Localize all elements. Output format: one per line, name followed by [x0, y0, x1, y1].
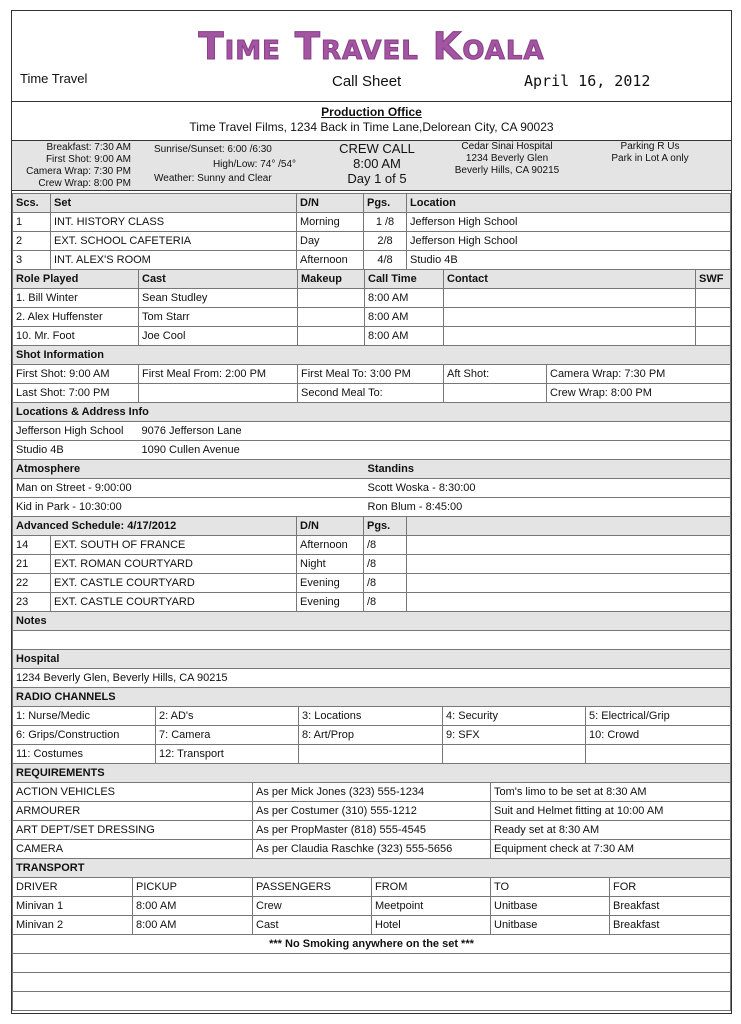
advance-pages: /8 [364, 574, 407, 593]
requirement-contact: As per Mick Jones (323) 555-1234 [253, 783, 491, 802]
atmosphere-item: Man on Street - 9:00:00 [13, 479, 365, 498]
requirements-header: REQUIREMENTS [13, 764, 731, 783]
standins-header: Standins [365, 460, 731, 479]
col-pages: Pgs. [364, 194, 407, 213]
last-shot: Last Shot: 7:00 PM [13, 384, 139, 403]
production-office-title: Production Office [321, 105, 422, 119]
advance-scene: 21 [13, 555, 51, 574]
weather-block [154, 143, 299, 185]
scene-location: Studio 4B [407, 251, 731, 270]
transport-header: TRANSPORT [13, 859, 731, 878]
call-time: 8:00 AM [365, 308, 444, 327]
crew-wrap-time: Crew Wrap: 8:00 PM [38, 178, 131, 189]
advance-scene: 23 [13, 593, 51, 612]
scene-number: 1 [13, 213, 51, 232]
location-row [13, 441, 731, 460]
advance-location [407, 574, 731, 593]
production-office [12, 101, 731, 141]
atmos-row [13, 479, 731, 498]
pickup: 8:00 AM [133, 916, 253, 935]
radio-channel: 7: Camera [156, 726, 299, 745]
requirement-contact: As per PropMaster (818) 555-4545 [253, 821, 491, 840]
first-shot: First Shot: 9:00 AM [13, 365, 139, 384]
radio-channel: 10: Crowd [586, 726, 731, 745]
standin-item: Ron Blum - 8:45:00 [365, 498, 731, 517]
radio-channel: 5: Electrical/Grip [586, 707, 731, 726]
shot-row [13, 365, 731, 384]
cast-table [12, 269, 731, 346]
swf [696, 308, 731, 327]
shoot-day: Day 1 of 5 [347, 171, 407, 186]
role: 1. Bill Winter [13, 289, 139, 308]
col-for: FOR [610, 878, 731, 897]
locations-table [12, 402, 731, 460]
first-meal-to: First Meal To: 3:00 PM [298, 365, 444, 384]
notes-table [12, 611, 731, 650]
location-name: Jefferson High School [13, 422, 139, 441]
contact [444, 308, 696, 327]
requirement-row [13, 821, 731, 840]
location-address: 1090 Cullen Avenue [139, 441, 731, 460]
radio-channel: 6: Grips/Construction [13, 726, 156, 745]
scene-location: Jefferson High School [407, 232, 731, 251]
atmosphere-table [12, 459, 731, 517]
advance-set: EXT. CASTLE COURTYARD [51, 574, 297, 593]
swf [696, 289, 731, 308]
driver: Minivan 1 [13, 897, 133, 916]
advance-header: Advanced Schedule: 4/17/2012 [13, 517, 297, 536]
hospital-city: Beverly Hills, CA 90215 [454, 165, 560, 176]
requirement-row [13, 840, 731, 859]
requirement-dept: CAMERA [13, 840, 253, 859]
advance-row [13, 555, 731, 574]
passengers: Cast [253, 916, 372, 935]
crew-call-time: 8:00 AM [353, 156, 401, 171]
advance-pages: /8 [364, 536, 407, 555]
requirement-dept: ARMOURER [13, 802, 253, 821]
col-dn: D/N [297, 194, 364, 213]
requirement-dept: ACTION VEHICLES [13, 783, 253, 802]
crew-call [317, 141, 437, 186]
sheet-type: Call Sheet [332, 73, 402, 90]
scene-row [13, 251, 731, 270]
radio-channel: 11: Costumes [13, 745, 156, 764]
col-cast: Cast [139, 270, 298, 289]
transport-row [13, 897, 731, 916]
scene-set: INT. ALEX'S ROOM [51, 251, 297, 270]
scene-row [13, 213, 731, 232]
radio-table [12, 687, 731, 764]
first-meal-from: First Meal From: 2:00 PM [139, 365, 298, 384]
atmos-row [13, 498, 731, 517]
driver: Minivan 2 [13, 916, 133, 935]
col-location: Location [407, 194, 731, 213]
advance-set: EXT. ROMAN COURTYARD [51, 555, 297, 574]
to: Unitbase [491, 916, 610, 935]
call-time: 8:00 AM [365, 327, 444, 346]
from: Meetpoint [372, 897, 491, 916]
requirement-note: Ready set at 8:30 AM [491, 821, 731, 840]
radio-channel: 9: SFX [443, 726, 586, 745]
scene-number: 2 [13, 232, 51, 251]
call-sheet [11, 10, 732, 1014]
contact [444, 327, 696, 346]
shot-row [13, 384, 731, 403]
parking-name: Parking R Us [620, 141, 680, 152]
passengers: Crew [253, 897, 372, 916]
for: Breakfast [610, 916, 731, 935]
requirements-table [12, 763, 731, 859]
notes-header: Notes [13, 612, 731, 631]
radio-row [13, 745, 731, 764]
shot-info-header: Shot Information [13, 346, 731, 365]
blank-cell [444, 384, 547, 403]
location-row [13, 422, 731, 441]
requirement-row [13, 802, 731, 821]
radio-header: RADIO CHANNELS [13, 688, 731, 707]
role: 10. Mr. Foot [13, 327, 139, 346]
advance-col-dn: D/N [297, 517, 364, 536]
scene-pages: 1 /8 [364, 213, 407, 232]
radio-channel: 4: Security [443, 707, 586, 726]
col-set: Set [51, 194, 297, 213]
col-driver: DRIVER [13, 878, 133, 897]
standin-item: Scott Woska - 8:30:00 [365, 479, 731, 498]
col-passengers: PASSENGERS [253, 878, 372, 897]
transport-cols [13, 878, 731, 897]
advance-dn: Evening [297, 574, 364, 593]
col-role: Role Played [13, 270, 139, 289]
advance-location [407, 593, 731, 612]
col-contact: Contact [444, 270, 696, 289]
second-meal-to: Second Meal To: [298, 384, 444, 403]
advance-row [13, 536, 731, 555]
footer-table [12, 934, 731, 1011]
col-from: FROM [372, 878, 491, 897]
to: Unitbase [491, 897, 610, 916]
call-time: 8:00 AM [365, 289, 444, 308]
advance-row [13, 574, 731, 593]
makeup [298, 327, 365, 346]
second-meal-from [139, 384, 298, 403]
blank-row [13, 954, 731, 973]
transport-table [12, 858, 731, 935]
col-makeup: Makeup [298, 270, 365, 289]
radio-channel [586, 745, 731, 764]
requirement-note: Equipment check at 7:30 AM [491, 840, 731, 859]
scene-set: EXT. SCHOOL CAFETERIA [51, 232, 297, 251]
advance-dn: Afternoon [297, 536, 364, 555]
scene-row [13, 232, 731, 251]
crew-call-label: CREW CALL [339, 141, 415, 156]
cast-header [13, 270, 731, 289]
breakfast-time: Breakfast: 7:30 AM [46, 142, 131, 153]
advance-pages: /8 [364, 555, 407, 574]
parking-note: Park in Lot A only [611, 153, 689, 164]
radio-channel: 1: Nurse/Medic [13, 707, 156, 726]
radio-row [13, 726, 731, 745]
scene-dn: Morning [297, 213, 364, 232]
cast-row [13, 308, 731, 327]
hospital-street: 1234 Beverly Glen [465, 153, 549, 164]
location-name: Studio 4B [13, 441, 139, 460]
advance-scene: 22 [13, 574, 51, 593]
scenes-header [13, 194, 731, 213]
scenes-table [12, 193, 731, 270]
advance-row [13, 593, 731, 612]
from: Hotel [372, 916, 491, 935]
nearest-hospital [432, 141, 582, 177]
advance-col-blank [407, 517, 731, 536]
cast-name: Sean Studley [139, 289, 298, 308]
first-shot-time: First Shot: 9:00 AM [45, 154, 131, 165]
advance-schedule-table [12, 516, 731, 612]
locations-header: Locations & Address Info [13, 403, 731, 422]
atmosphere-item: Kid in Park - 10:30:00 [13, 498, 365, 517]
project-name: Time Travel [20, 71, 88, 86]
requirement-note: Suit and Helmet fitting at 10:00 AM [491, 802, 731, 821]
advance-location [407, 536, 731, 555]
sunrise-sunset: Sunrise/Sunset: 6:00 /6:30 [154, 144, 272, 155]
location-address: 9076 Jefferson Lane [139, 422, 731, 441]
hospital-address: 1234 Beverly Glen, Beverly Hills, CA 90215 [13, 669, 731, 688]
info-band [12, 141, 731, 191]
hospital-header: Hospital [13, 650, 731, 669]
shot-info-table [12, 345, 731, 403]
radio-channel [443, 745, 586, 764]
parking [590, 141, 710, 165]
scene-dn: Day [297, 232, 364, 251]
advance-set: EXT. CASTLE COURTYARD [51, 593, 297, 612]
production-office-address: Time Travel Films, 1234 Back in Time Lane,Delorean City, CA 90023 [189, 120, 554, 134]
scene-number: 3 [13, 251, 51, 270]
radio-channel: 3: Locations [299, 707, 443, 726]
notes-body [13, 631, 731, 650]
for: Breakfast [610, 897, 731, 916]
radio-channel [299, 745, 443, 764]
col-pickup: PICKUP [133, 878, 253, 897]
camera-wrap: Camera Wrap: 7:30 PM [547, 365, 731, 384]
makeup [298, 289, 365, 308]
cast-row [13, 327, 731, 346]
sheet-date: April 16, 2012 [524, 72, 651, 90]
blank-row [13, 992, 731, 1011]
requirement-row [13, 783, 731, 802]
advance-scene: 14 [13, 536, 51, 555]
makeup [298, 308, 365, 327]
atmosphere-header: Atmosphere [13, 460, 365, 479]
high-low: High/Low: 74° /54° [212, 159, 296, 170]
role: 2. Alex Huffenster [13, 308, 139, 327]
scene-location: Jefferson High School [407, 213, 731, 232]
swf [696, 327, 731, 346]
key-times [11, 142, 131, 190]
requirement-contact: As per Claudia Raschke (323) 555-5656 [253, 840, 491, 859]
scene-set: INT. HISTORY CLASS [51, 213, 297, 232]
production-title: Time Travel Koala [198, 25, 545, 68]
col-to: TO [491, 878, 610, 897]
hospital-table [12, 649, 731, 688]
advance-location [407, 555, 731, 574]
advance-dn: Evening [297, 593, 364, 612]
no-smoking-notice: *** No Smoking anywhere on the set *** [13, 935, 731, 954]
col-scene: Scs. [13, 194, 51, 213]
radio-channel: 2: AD's [156, 707, 299, 726]
radio-row [13, 707, 731, 726]
crew-wrap: Crew Wrap: 8:00 PM [547, 384, 731, 403]
advance-set: EXT. SOUTH OF FRANCE [51, 536, 297, 555]
radio-channel: 8: Art/Prop [299, 726, 443, 745]
col-call-time: Call Time [365, 270, 444, 289]
camera-wrap-time: Camera Wrap: 7:30 PM [26, 166, 131, 177]
advance-pages: /8 [364, 593, 407, 612]
requirement-contact: As per Costumer (310) 555-1212 [253, 802, 491, 821]
radio-channel: 12: Transport [156, 745, 299, 764]
aft-shot: Aft Shot: [444, 365, 547, 384]
col-swf: SWF [696, 270, 731, 289]
cast-name: Joe Cool [139, 327, 298, 346]
scene-dn: Afternoon [297, 251, 364, 270]
cast-row [13, 289, 731, 308]
pickup: 8:00 AM [133, 897, 253, 916]
requirement-note: Tom's limo to be set at 8:30 AM [491, 783, 731, 802]
weather: Weather: Sunny and Clear [154, 173, 272, 184]
hospital-name: Cedar Sinai Hospital [461, 141, 553, 152]
scene-pages: 2/8 [364, 232, 407, 251]
advance-col-pages: Pgs. [364, 517, 407, 536]
blank-row [13, 973, 731, 992]
transport-row [13, 916, 731, 935]
advance-dn: Night [297, 555, 364, 574]
scene-pages: 4/8 [364, 251, 407, 270]
contact [444, 289, 696, 308]
cast-name: Tom Starr [139, 308, 298, 327]
requirement-dept: ART DEPT/SET DRESSING [13, 821, 253, 840]
